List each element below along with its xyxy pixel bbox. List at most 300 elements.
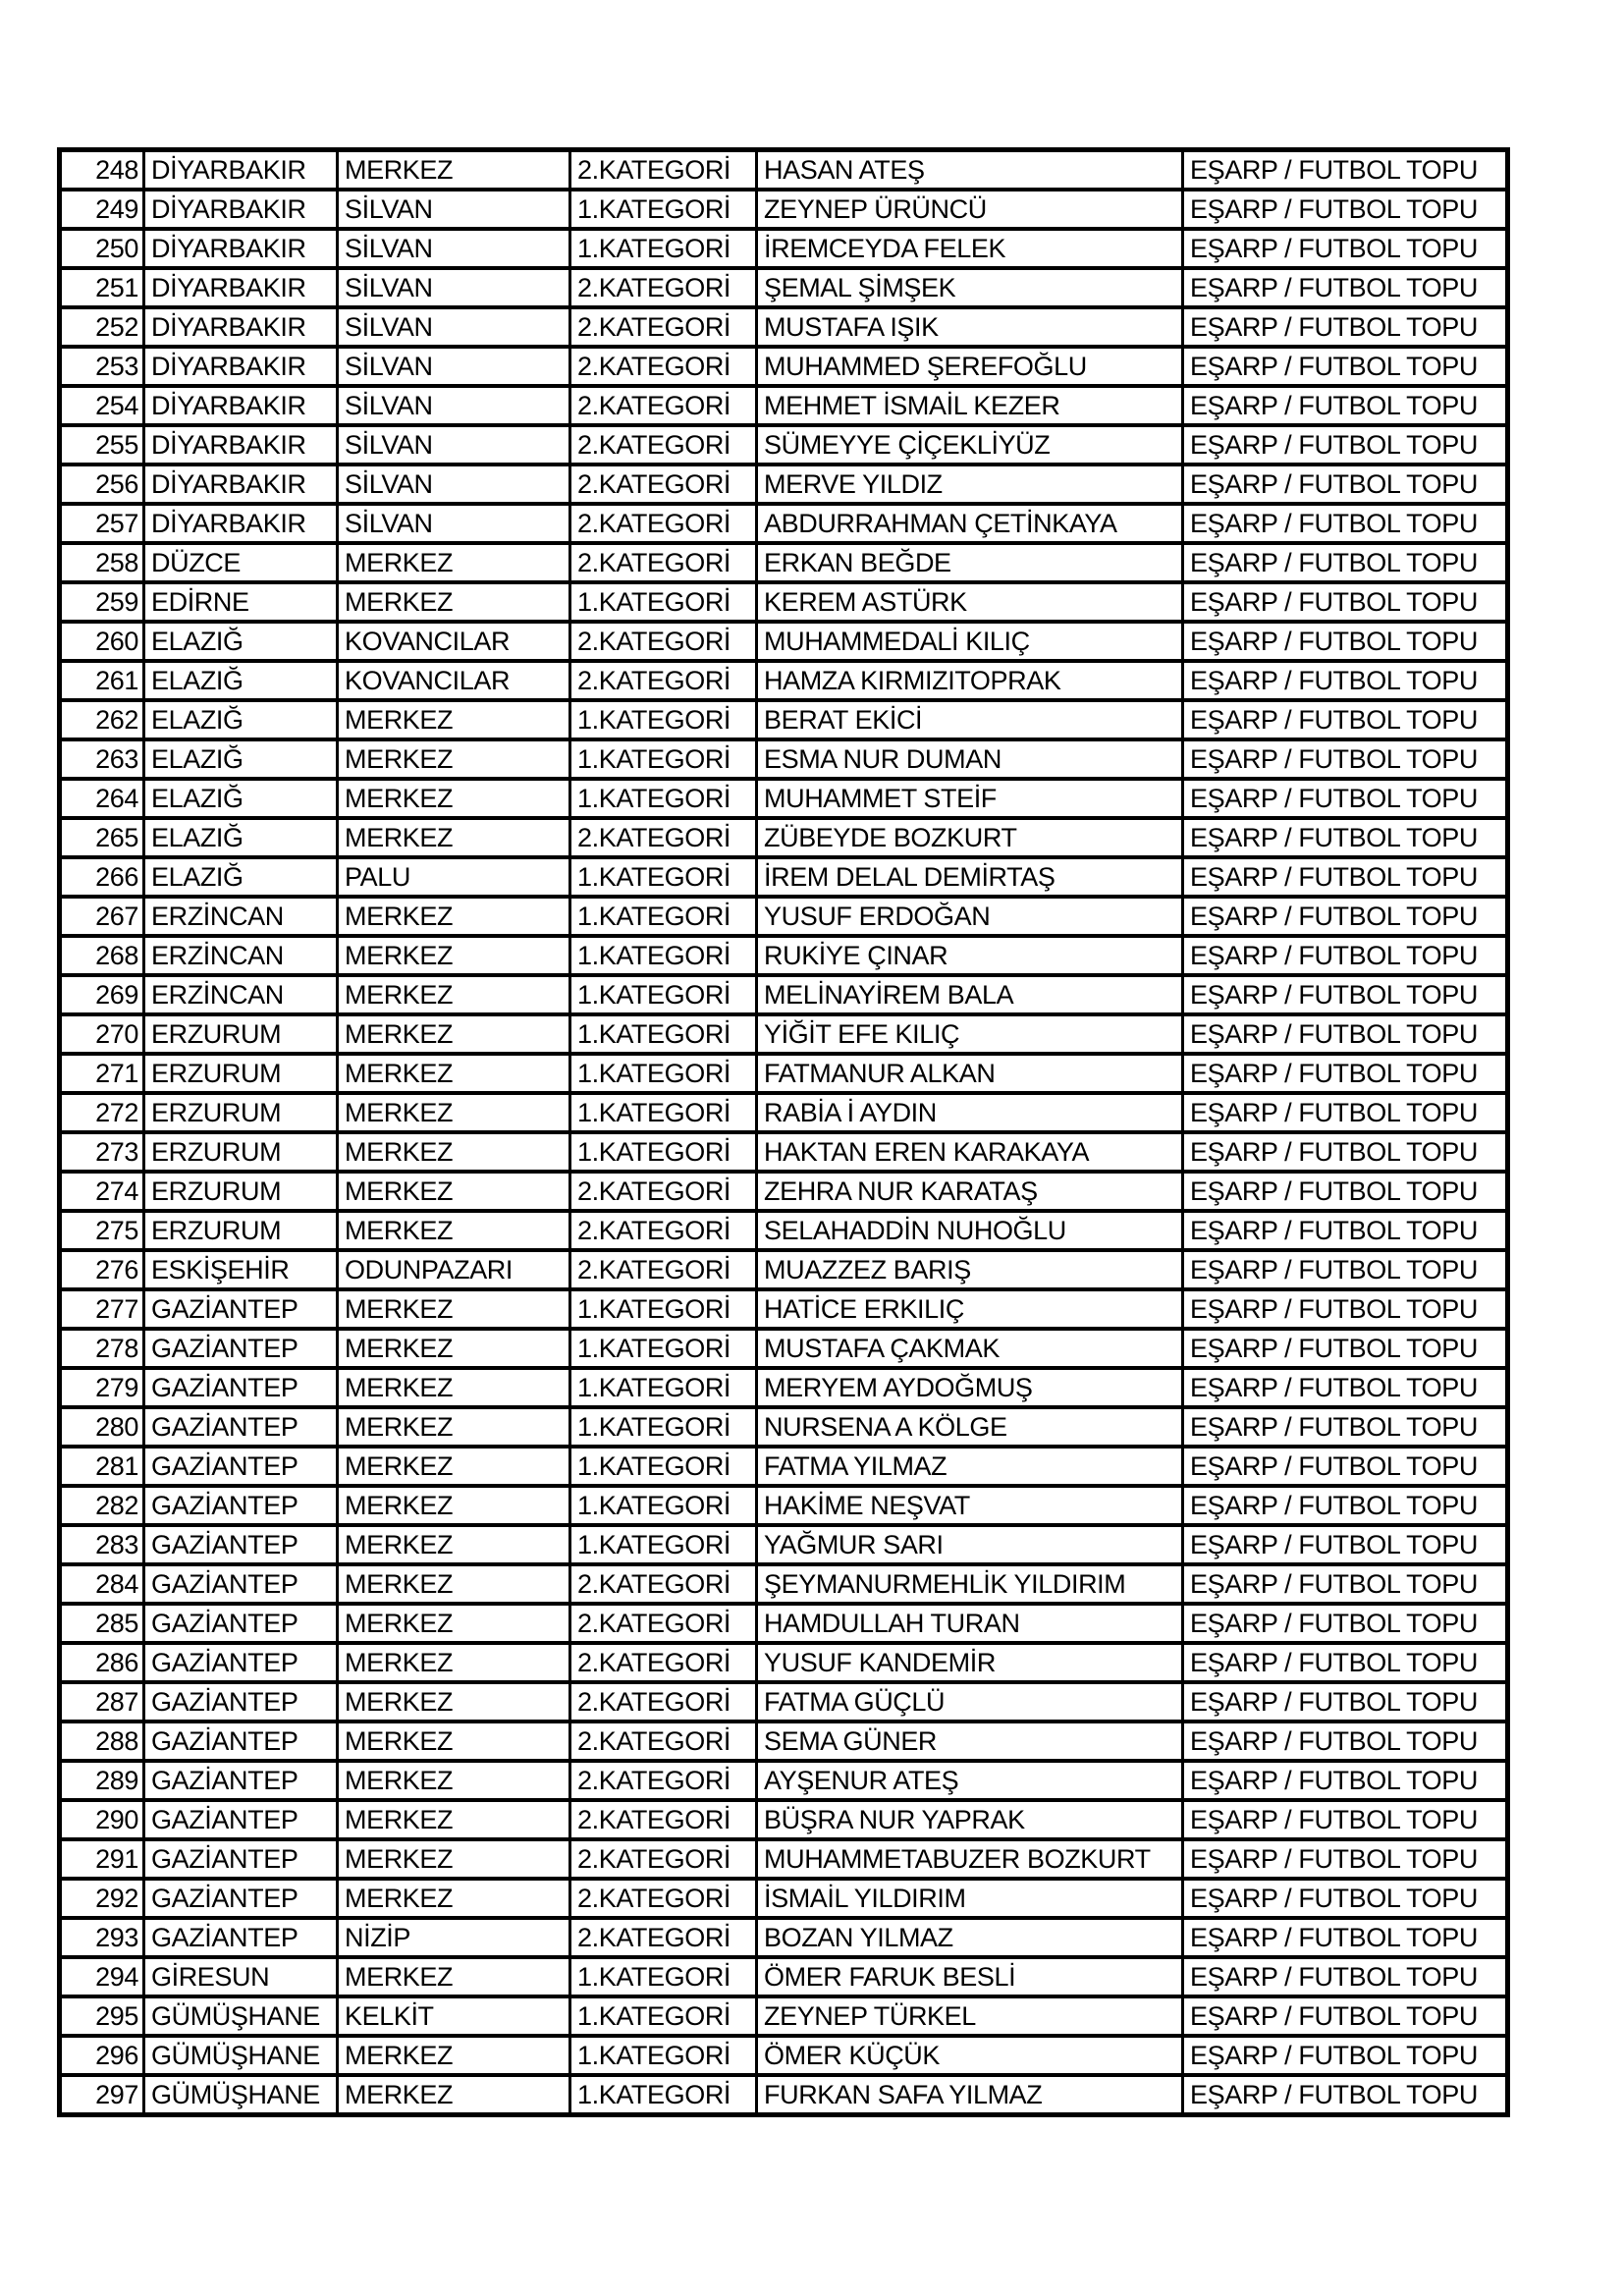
table-row (60, 465, 1508, 504)
winner-name-cell: HAMZA KIRMIZITOPRAK (757, 661, 1183, 700)
district-cell: MERKEZ (338, 1957, 570, 1996)
province-cell: ERZURUM (144, 1093, 338, 1132)
district-cell: MERKEZ (338, 1722, 570, 1761)
district-cell: KELKİT (338, 1996, 570, 2036)
province-cell: GÜMÜŞHANE (144, 1996, 338, 2036)
category-cell: 2.KATEGORİ (570, 1879, 757, 1918)
province-cell: GAZİANTEP (144, 1761, 338, 1800)
district-cell: MERKEZ (338, 1761, 570, 1800)
table-row (60, 936, 1508, 975)
row-number-cell: 254 (60, 386, 144, 425)
district-cell: MERKEZ (338, 779, 570, 818)
row-number-cell: 274 (60, 1172, 144, 1211)
prize-cell: EŞARP / FUTBOL TOPU (1183, 739, 1508, 779)
winner-name-cell: İREMCEYDA FELEK (757, 229, 1183, 268)
table-row (60, 543, 1508, 582)
province-cell: DİYARBAKIR (144, 268, 338, 307)
category-cell: 1.KATEGORİ (570, 229, 757, 268)
province-cell: ERZURUM (144, 1014, 338, 1054)
district-cell: PALU (338, 857, 570, 897)
category-cell: 1.KATEGORİ (570, 1525, 757, 1564)
table-row (60, 190, 1508, 229)
row-number-cell: 264 (60, 779, 144, 818)
district-cell: MERKEZ (338, 936, 570, 975)
province-cell: GİRESUN (144, 1957, 338, 1996)
table-row (60, 1447, 1508, 1486)
province-cell: GAZİANTEP (144, 1604, 338, 1643)
category-cell: 2.KATEGORİ (570, 543, 757, 582)
row-number-cell: 279 (60, 1368, 144, 1407)
winner-name-cell: ABDURRAHMAN ÇETİNKAYA (757, 504, 1183, 543)
winner-name-cell: SÜMEYYE ÇİÇEKLİYÜZ (757, 425, 1183, 465)
province-cell: ERZURUM (144, 1211, 338, 1250)
category-cell: 1.KATEGORİ (570, 1957, 757, 1996)
table-row (60, 150, 1508, 191)
table-row (60, 1800, 1508, 1839)
row-number-cell: 250 (60, 229, 144, 268)
winner-name-cell: MELİNAYİREM BALA (757, 975, 1183, 1014)
prize-cell: EŞARP / FUTBOL TOPU (1183, 504, 1508, 543)
province-cell: ERZURUM (144, 1172, 338, 1211)
table-row (60, 229, 1508, 268)
row-number-cell: 276 (60, 1250, 144, 1289)
row-number-cell: 288 (60, 1722, 144, 1761)
row-number-cell: 294 (60, 1957, 144, 1996)
category-cell: 1.KATEGORİ (570, 1132, 757, 1172)
category-cell: 2.KATEGORİ (570, 1211, 757, 1250)
winner-name-cell: RABİA İ AYDIN (757, 1093, 1183, 1132)
province-cell: ERZİNCAN (144, 936, 338, 975)
table-row (60, 1407, 1508, 1447)
prize-cell: EŞARP / FUTBOL TOPU (1183, 700, 1508, 739)
district-cell: MERKEZ (338, 897, 570, 936)
category-cell: 2.KATEGORİ (570, 818, 757, 857)
winner-name-cell: AYŞENUR ATEŞ (757, 1761, 1183, 1800)
table-row (60, 307, 1508, 347)
province-cell: DÜZCE (144, 543, 338, 582)
district-cell: MERKEZ (338, 1604, 570, 1643)
table-row (60, 504, 1508, 543)
prize-cell: EŞARP / FUTBOL TOPU (1183, 307, 1508, 347)
row-number-cell: 272 (60, 1093, 144, 1132)
row-number-cell: 282 (60, 1486, 144, 1525)
category-cell: 1.KATEGORİ (570, 700, 757, 739)
district-cell: MERKEZ (338, 1447, 570, 1486)
table-row (60, 700, 1508, 739)
category-cell: 2.KATEGORİ (570, 1800, 757, 1839)
winner-name-cell: BOZAN YILMAZ (757, 1918, 1183, 1957)
prize-cell: EŞARP / FUTBOL TOPU (1183, 818, 1508, 857)
row-number-cell: 273 (60, 1132, 144, 1172)
province-cell: DİYARBAKIR (144, 425, 338, 465)
row-number-cell: 262 (60, 700, 144, 739)
table-row (60, 1093, 1508, 1132)
table-row (60, 1643, 1508, 1682)
prize-cell: EŞARP / FUTBOL TOPU (1183, 975, 1508, 1014)
table-row (60, 347, 1508, 386)
category-cell: 2.KATEGORİ (570, 622, 757, 661)
district-cell: SİLVAN (338, 347, 570, 386)
table-row (60, 1839, 1508, 1879)
district-cell: MERKEZ (338, 1211, 570, 1250)
winner-name-cell: YUSUF ERDOĞAN (757, 897, 1183, 936)
category-cell: 1.KATEGORİ (570, 1289, 757, 1329)
row-number-cell: 287 (60, 1682, 144, 1722)
district-cell: MERKEZ (338, 700, 570, 739)
province-cell: DİYARBAKIR (144, 386, 338, 425)
category-cell: 1.KATEGORİ (570, 1014, 757, 1054)
prize-cell: EŞARP / FUTBOL TOPU (1183, 1289, 1508, 1329)
table-row (60, 1132, 1508, 1172)
winners-table (57, 147, 1510, 2117)
winner-name-cell: MEHMET İSMAİL KEZER (757, 386, 1183, 425)
prize-cell: EŞARP / FUTBOL TOPU (1183, 1564, 1508, 1604)
prize-cell: EŞARP / FUTBOL TOPU (1183, 1132, 1508, 1172)
row-number-cell: 252 (60, 307, 144, 347)
prize-cell: EŞARP / FUTBOL TOPU (1183, 1957, 1508, 1996)
category-cell: 2.KATEGORİ (570, 1564, 757, 1604)
province-cell: DİYARBAKIR (144, 504, 338, 543)
category-cell: 1.KATEGORİ (570, 975, 757, 1014)
category-cell: 1.KATEGORİ (570, 936, 757, 975)
table-row (60, 818, 1508, 857)
district-cell: MERKEZ (338, 1486, 570, 1525)
table-row (60, 425, 1508, 465)
district-cell: MERKEZ (338, 1879, 570, 1918)
province-cell: GAZİANTEP (144, 1329, 338, 1368)
row-number-cell: 269 (60, 975, 144, 1014)
prize-cell: EŞARP / FUTBOL TOPU (1183, 1014, 1508, 1054)
prize-cell: EŞARP / FUTBOL TOPU (1183, 2036, 1508, 2075)
prize-cell: EŞARP / FUTBOL TOPU (1183, 1407, 1508, 1447)
province-cell: GÜMÜŞHANE (144, 2036, 338, 2075)
winner-name-cell: HAKİME NEŞVAT (757, 1486, 1183, 1525)
table-row (60, 2075, 1508, 2115)
province-cell: GAZİANTEP (144, 1407, 338, 1447)
district-cell: MERKEZ (338, 1054, 570, 1093)
row-number-cell: 255 (60, 425, 144, 465)
winner-name-cell: HATİCE ERKILIÇ (757, 1289, 1183, 1329)
table-row (60, 975, 1508, 1014)
category-cell: 1.KATEGORİ (570, 582, 757, 622)
row-number-cell: 265 (60, 818, 144, 857)
table-body (60, 150, 1508, 2115)
table-row (60, 739, 1508, 779)
row-number-cell: 257 (60, 504, 144, 543)
province-cell: ELAZIĞ (144, 779, 338, 818)
winner-name-cell: İREM DELAL DEMİRTAŞ (757, 857, 1183, 897)
table-row (60, 1564, 1508, 1604)
table-row (60, 1368, 1508, 1407)
province-cell: EDİRNE (144, 582, 338, 622)
district-cell: MERKEZ (338, 582, 570, 622)
table-row (60, 661, 1508, 700)
category-cell: 2.KATEGORİ (570, 347, 757, 386)
category-cell: 2.KATEGORİ (570, 465, 757, 504)
category-cell: 1.KATEGORİ (570, 1093, 757, 1132)
winner-name-cell: FURKAN SAFA YILMAZ (757, 2075, 1183, 2115)
category-cell: 1.KATEGORİ (570, 190, 757, 229)
category-cell: 2.KATEGORİ (570, 268, 757, 307)
prize-cell: EŞARP / FUTBOL TOPU (1183, 1800, 1508, 1839)
table-row (60, 386, 1508, 425)
row-number-cell: 295 (60, 1996, 144, 2036)
row-number-cell: 286 (60, 1643, 144, 1682)
winner-name-cell: İSMAİL YILDIRIM (757, 1879, 1183, 1918)
table-row (60, 1289, 1508, 1329)
prize-cell: EŞARP / FUTBOL TOPU (1183, 1211, 1508, 1250)
district-cell: MERKEZ (338, 1407, 570, 1447)
province-cell: ELAZIĞ (144, 622, 338, 661)
category-cell: 1.KATEGORİ (570, 1407, 757, 1447)
province-cell: GAZİANTEP (144, 1447, 338, 1486)
prize-cell: EŞARP / FUTBOL TOPU (1183, 1054, 1508, 1093)
category-cell: 1.KATEGORİ (570, 857, 757, 897)
row-number-cell: 266 (60, 857, 144, 897)
row-number-cell: 251 (60, 268, 144, 307)
district-cell: SİLVAN (338, 386, 570, 425)
district-cell: MERKEZ (338, 543, 570, 582)
district-cell: MERKEZ (338, 1643, 570, 1682)
province-cell: ERZURUM (144, 1132, 338, 1172)
district-cell: SİLVAN (338, 465, 570, 504)
table-row (60, 1682, 1508, 1722)
row-number-cell: 277 (60, 1289, 144, 1329)
winner-name-cell: ZEYNEP ÜRÜNCÜ (757, 190, 1183, 229)
province-cell: ERZİNCAN (144, 975, 338, 1014)
prize-cell: EŞARP / FUTBOL TOPU (1183, 1918, 1508, 1957)
prize-cell: EŞARP / FUTBOL TOPU (1183, 1879, 1508, 1918)
winner-name-cell: MUSTAFA IŞIK (757, 307, 1183, 347)
table-row (60, 1486, 1508, 1525)
table-row (60, 2036, 1508, 2075)
district-cell: MERKEZ (338, 1289, 570, 1329)
row-number-cell: 290 (60, 1800, 144, 1839)
district-cell: MERKEZ (338, 2075, 570, 2115)
district-cell: MERKEZ (338, 150, 570, 191)
category-cell: 1.KATEGORİ (570, 2075, 757, 2115)
winner-name-cell: HAMDULLAH TURAN (757, 1604, 1183, 1643)
district-cell: MERKEZ (338, 1368, 570, 1407)
table-row (60, 268, 1508, 307)
category-cell: 2.KATEGORİ (570, 307, 757, 347)
winner-name-cell: FATMA GÜÇLÜ (757, 1682, 1183, 1722)
province-cell: ELAZIĞ (144, 857, 338, 897)
table-row (60, 622, 1508, 661)
province-cell: GAZİANTEP (144, 1368, 338, 1407)
winner-name-cell: HASAN ATEŞ (757, 150, 1183, 191)
province-cell: GAZİANTEP (144, 1289, 338, 1329)
prize-cell: EŞARP / FUTBOL TOPU (1183, 229, 1508, 268)
winner-name-cell: FATMANUR ALKAN (757, 1054, 1183, 1093)
province-cell: DİYARBAKIR (144, 190, 338, 229)
prize-cell: EŞARP / FUTBOL TOPU (1183, 1996, 1508, 2036)
district-cell: MERKEZ (338, 1132, 570, 1172)
row-number-cell: 289 (60, 1761, 144, 1800)
prize-cell: EŞARP / FUTBOL TOPU (1183, 857, 1508, 897)
winner-name-cell: ZEHRA NUR KARATAŞ (757, 1172, 1183, 1211)
prize-cell: EŞARP / FUTBOL TOPU (1183, 897, 1508, 936)
row-number-cell: 281 (60, 1447, 144, 1486)
prize-cell: EŞARP / FUTBOL TOPU (1183, 1722, 1508, 1761)
province-cell: ELAZIĞ (144, 700, 338, 739)
district-cell: MERKEZ (338, 1172, 570, 1211)
category-cell: 1.KATEGORİ (570, 1368, 757, 1407)
table-row (60, 779, 1508, 818)
winner-name-cell: ÖMER KÜÇÜK (757, 2036, 1183, 2075)
province-cell: GAZİANTEP (144, 1918, 338, 1957)
prize-cell: EŞARP / FUTBOL TOPU (1183, 1839, 1508, 1879)
prize-cell: EŞARP / FUTBOL TOPU (1183, 936, 1508, 975)
province-cell: GAZİANTEP (144, 1722, 338, 1761)
category-cell: 2.KATEGORİ (570, 1682, 757, 1722)
table-row (60, 1329, 1508, 1368)
winner-name-cell: ZEYNEP TÜRKEL (757, 1996, 1183, 2036)
winner-name-cell: MUAZZEZ BARIŞ (757, 1250, 1183, 1289)
row-number-cell: 260 (60, 622, 144, 661)
category-cell: 2.KATEGORİ (570, 1172, 757, 1211)
row-number-cell: 278 (60, 1329, 144, 1368)
table-row (60, 1211, 1508, 1250)
row-number-cell: 248 (60, 150, 144, 191)
row-number-cell: 291 (60, 1839, 144, 1879)
table-row (60, 1879, 1508, 1918)
winner-name-cell: HAKTAN EREN KARAKAYA (757, 1132, 1183, 1172)
winner-name-cell: SELAHADDİN NUHOĞLU (757, 1211, 1183, 1250)
winner-name-cell: NURSENA A KÖLGE (757, 1407, 1183, 1447)
table-row (60, 1996, 1508, 2036)
province-cell: DİYARBAKIR (144, 229, 338, 268)
district-cell: NİZİP (338, 1918, 570, 1957)
prize-cell: EŞARP / FUTBOL TOPU (1183, 1368, 1508, 1407)
district-cell: MERKEZ (338, 2036, 570, 2075)
district-cell: KOVANCILAR (338, 622, 570, 661)
winner-name-cell: ZÜBEYDE BOZKURT (757, 818, 1183, 857)
prize-cell: EŞARP / FUTBOL TOPU (1183, 1093, 1508, 1132)
winner-name-cell: YAĞMUR SARI (757, 1525, 1183, 1564)
prize-cell: EŞARP / FUTBOL TOPU (1183, 1250, 1508, 1289)
category-cell: 2.KATEGORİ (570, 1722, 757, 1761)
winner-name-cell: YİĞİT EFE KILIÇ (757, 1014, 1183, 1054)
winner-name-cell: FATMA YILMAZ (757, 1447, 1183, 1486)
district-cell: SİLVAN (338, 425, 570, 465)
category-cell: 2.KATEGORİ (570, 425, 757, 465)
prize-cell: EŞARP / FUTBOL TOPU (1183, 150, 1508, 191)
row-number-cell: 256 (60, 465, 144, 504)
district-cell: MERKEZ (338, 975, 570, 1014)
category-cell: 2.KATEGORİ (570, 1604, 757, 1643)
district-cell: MERKEZ (338, 1525, 570, 1564)
row-number-cell: 283 (60, 1525, 144, 1564)
province-cell: DİYARBAKIR (144, 465, 338, 504)
province-cell: GAZİANTEP (144, 1800, 338, 1839)
row-number-cell: 259 (60, 582, 144, 622)
row-number-cell: 275 (60, 1211, 144, 1250)
row-number-cell: 284 (60, 1564, 144, 1604)
province-cell: ERZİNCAN (144, 897, 338, 936)
row-number-cell: 249 (60, 190, 144, 229)
prize-cell: EŞARP / FUTBOL TOPU (1183, 190, 1508, 229)
row-number-cell: 263 (60, 739, 144, 779)
row-number-cell: 271 (60, 1054, 144, 1093)
prize-cell: EŞARP / FUTBOL TOPU (1183, 661, 1508, 700)
prize-cell: EŞARP / FUTBOL TOPU (1183, 582, 1508, 622)
district-cell: SİLVAN (338, 504, 570, 543)
winner-name-cell: MUSTAFA ÇAKMAK (757, 1329, 1183, 1368)
district-cell: MERKEZ (338, 818, 570, 857)
category-cell: 2.KATEGORİ (570, 661, 757, 700)
prize-cell: EŞARP / FUTBOL TOPU (1183, 1643, 1508, 1682)
winner-name-cell: MUHAMMET STEİF (757, 779, 1183, 818)
prize-cell: EŞARP / FUTBOL TOPU (1183, 2075, 1508, 2115)
row-number-cell: 267 (60, 897, 144, 936)
prize-cell: EŞARP / FUTBOL TOPU (1183, 543, 1508, 582)
province-cell: GAZİANTEP (144, 1564, 338, 1604)
row-number-cell: 261 (60, 661, 144, 700)
province-cell: GAZİANTEP (144, 1839, 338, 1879)
winner-name-cell: ÖMER FARUK BESLİ (757, 1957, 1183, 1996)
province-cell: ELAZIĞ (144, 739, 338, 779)
winner-name-cell: ŞEYMANURMEHLİK YILDIRIM (757, 1564, 1183, 1604)
province-cell: ERZURUM (144, 1054, 338, 1093)
district-cell: MERKEZ (338, 1839, 570, 1879)
table-row (60, 1957, 1508, 1996)
winner-name-cell: KEREM ASTÜRK (757, 582, 1183, 622)
province-cell: DİYARBAKIR (144, 307, 338, 347)
prize-cell: EŞARP / FUTBOL TOPU (1183, 622, 1508, 661)
district-cell: SİLVAN (338, 307, 570, 347)
category-cell: 2.KATEGORİ (570, 1250, 757, 1289)
district-cell: MERKEZ (338, 1329, 570, 1368)
district-cell: MERKEZ (338, 1093, 570, 1132)
row-number-cell: 280 (60, 1407, 144, 1447)
category-cell: 1.KATEGORİ (570, 1447, 757, 1486)
province-cell: GAZİANTEP (144, 1682, 338, 1722)
winner-name-cell: MERVE YILDIZ (757, 465, 1183, 504)
winner-name-cell: ESMA NUR DUMAN (757, 739, 1183, 779)
category-cell: 2.KATEGORİ (570, 1643, 757, 1682)
prize-cell: EŞARP / FUTBOL TOPU (1183, 1761, 1508, 1800)
province-cell: ELAZIĞ (144, 661, 338, 700)
row-number-cell: 293 (60, 1918, 144, 1957)
province-cell: GAZİANTEP (144, 1643, 338, 1682)
table-row (60, 1014, 1508, 1054)
district-cell: SİLVAN (338, 229, 570, 268)
table-row (60, 1250, 1508, 1289)
winner-name-cell: MUHAMMED ŞEREFOĞLU (757, 347, 1183, 386)
district-cell: MERKEZ (338, 739, 570, 779)
winner-name-cell: BERAT EKİCİ (757, 700, 1183, 739)
district-cell: SİLVAN (338, 268, 570, 307)
row-number-cell: 292 (60, 1879, 144, 1918)
table-row (60, 1172, 1508, 1211)
row-number-cell: 296 (60, 2036, 144, 2075)
winner-name-cell: MUHAMMEDALİ KILIÇ (757, 622, 1183, 661)
winner-name-cell: ŞEMAL ŞİMŞEK (757, 268, 1183, 307)
winner-name-cell: SEMA GÜNER (757, 1722, 1183, 1761)
prize-cell: EŞARP / FUTBOL TOPU (1183, 1172, 1508, 1211)
prize-cell: EŞARP / FUTBOL TOPU (1183, 1447, 1508, 1486)
category-cell: 1.KATEGORİ (570, 739, 757, 779)
province-cell: GÜMÜŞHANE (144, 2075, 338, 2115)
prize-cell: EŞARP / FUTBOL TOPU (1183, 1604, 1508, 1643)
category-cell: 1.KATEGORİ (570, 1054, 757, 1093)
category-cell: 2.KATEGORİ (570, 1761, 757, 1800)
category-cell: 1.KATEGORİ (570, 1486, 757, 1525)
prize-cell: EŞARP / FUTBOL TOPU (1183, 1525, 1508, 1564)
category-cell: 2.KATEGORİ (570, 1918, 757, 1957)
table-row (60, 1918, 1508, 1957)
